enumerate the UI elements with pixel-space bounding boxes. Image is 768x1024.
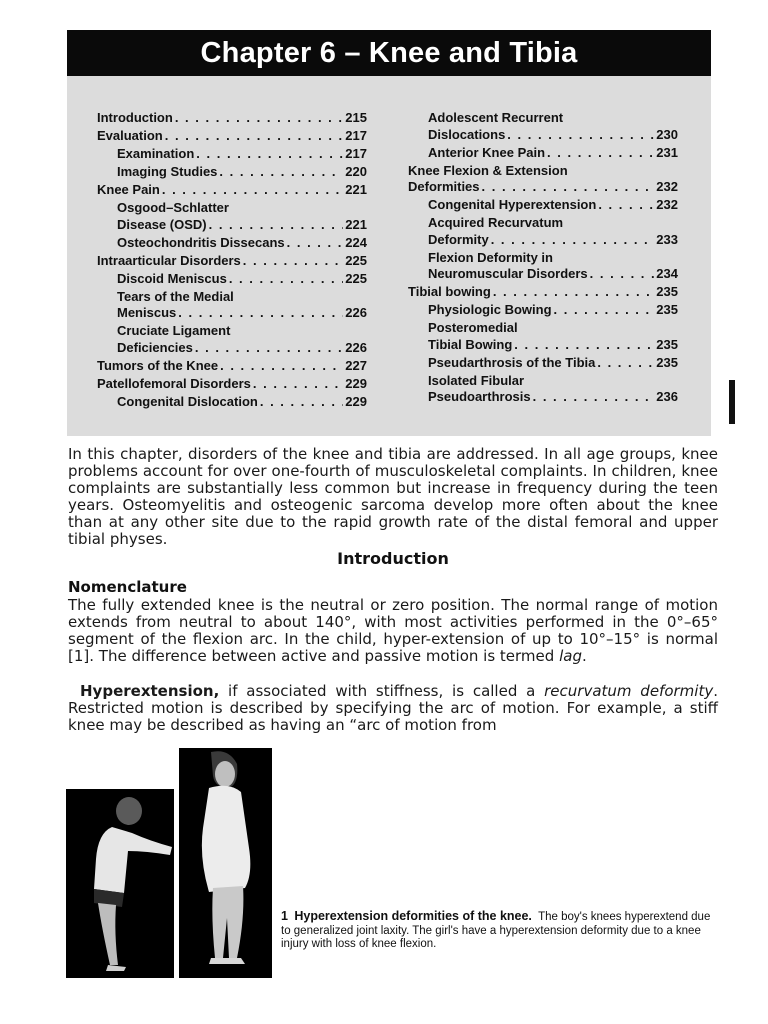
toc-entry-title: Introduction [97,110,173,125]
toc-entry [97,289,367,322]
toc-leader-dots [196,146,343,163]
toc-entry-title: Tears of the Medial [117,288,234,304]
figure-number: 1 [281,909,288,923]
toc-page-number: 231 [656,144,678,160]
toc-leader-dots [165,128,344,145]
toc-entry-title: Evaluation [97,128,163,143]
subsection-heading-nomenclature: Nomenclature [68,578,187,596]
toc-entry [97,358,367,375]
toc-page-number: 221 [345,216,367,232]
toc-page-number: 227 [345,357,367,373]
toc-page-number: 226 [345,305,367,320]
toc-leader-dots [220,358,343,375]
hyperextension-text-1: if associated with stiffness, is called a [219,682,545,700]
toc-entry [408,145,678,162]
section-heading-introduction: Introduction [337,549,449,568]
toc-entry-title-continued: Dislocations [428,126,506,142]
toc-entry [408,355,678,372]
girl-silhouette [179,748,272,978]
toc-page-number: 229 [345,393,367,409]
chapter-header [67,30,711,76]
boy-silhouette [66,789,174,978]
toc-entry-title-continued: Disease (OSD) [117,216,207,232]
toc-left-column [97,110,367,412]
toc-entry [408,197,678,214]
toc-page-number: 236 [656,389,678,404]
toc-leader-dots [243,253,344,270]
toc-entry [97,394,367,411]
toc-leader-dots [507,127,654,144]
toc-entry [408,373,678,406]
toc-page-number: 235 [656,354,678,370]
toc-entry-title: Knee Flexion & Extension [408,162,568,178]
toc-page-number: 235 [656,284,678,299]
toc-leader-dots [514,337,654,354]
toc-entry [408,215,678,248]
toc-page-number: 235 [656,336,678,352]
toc-leader-dots [533,389,655,406]
toc-entry-title: Patellofemoral Disorders [97,375,251,391]
toc-page-number: 215 [345,110,367,125]
toc-entry-title-continued: Neuromuscular Disorders [428,266,588,281]
figure-title: Hyperextension deformities of the knee. [294,909,532,923]
toc-leader-dots [482,179,655,196]
table-of-contents [67,76,711,436]
toc-entry-title: Cruciate Ligament [117,323,231,338]
toc-entry [97,323,367,356]
toc-entry [97,271,367,288]
toc-leader-dots [598,197,654,214]
toc-leader-dots [253,376,343,393]
toc-entry-title-continued: Deficiencies [117,339,193,355]
toc-page-number: 232 [656,197,678,212]
toc-page-number: 225 [345,270,367,286]
toc-entry-title: Imaging Studies [117,164,218,179]
hyperextension-paragraph [68,683,718,734]
toc-right-column [408,110,678,407]
figure-photo-girl [179,748,272,978]
toc-page-number: 230 [656,126,678,142]
toc-entry-title: Intraarticular Disorders [97,252,241,268]
toc-entry-title-continued: Tibial Bowing [428,336,513,352]
toc-entry-title: Posteromedial [428,320,518,335]
toc-leader-dots [554,302,655,319]
toc-page-number: 221 [345,182,367,197]
toc-entry-title-continued: Pseudoarthrosis [428,389,531,404]
toc-entry [408,284,678,301]
toc-page-number: 226 [345,339,367,355]
toc-entry-title-continued: Meniscus [117,305,177,320]
toc-entry-title: Congenital Hyperextension [428,197,597,212]
chapter-title: Chapter 6 – Knee and Tibia [200,36,578,69]
toc-leader-dots [219,164,343,181]
toc-leader-dots [162,182,343,199]
toc-entry [408,302,678,319]
toc-leader-dots [209,217,344,234]
toc-page-number: 224 [345,234,367,250]
toc-entry [408,110,678,143]
toc-entry [408,163,678,196]
toc-page-number: 233 [656,231,678,247]
nomenclature-paragraph [68,597,718,665]
toc-entry-title: Tumors of the Knee [97,357,219,373]
chapter-edge-marker [729,380,735,424]
toc-entry [97,376,367,393]
toc-entry-title-continued: Deformities [408,179,480,194]
toc-entry [97,253,367,270]
toc-leader-dots [195,340,343,357]
toc-entry-title: Isolated Fibular [428,372,525,388]
toc-entry-title: Acquired Recurvatum [428,215,564,230]
nomenclature-text: The fully extended knee is the neutral or zero position. The normal range of motion extends from neutral to about 140°, with most activities performed in the 0°–65° segment of the flexion arc. In the child, hyper-extension of up to 10°–15° is normal [1]. The difference between active and passive motion is termed [68,596,718,665]
toc-leader-dots [547,145,654,162]
toc-entry-title: Physiologic Bowing [428,302,552,317]
figure-text: The boy's knees hyperextend due to generalized joint laxity. The girl's have a hyperextension deformity due to a knee injury with loss of knee flexion. [281,911,711,950]
toc-entry-title: Knee Pain [97,182,160,197]
lag-term: lag [559,647,582,665]
toc-entry [97,235,367,252]
toc-entry [97,182,367,199]
toc-entry-title: Congenital Dislocation [117,393,258,409]
toc-entry-title: Osteochondritis Dissecans [117,234,285,250]
toc-entry [97,128,367,145]
toc-leader-dots [287,235,344,252]
toc-page-number: 229 [345,375,367,391]
toc-leader-dots [178,305,343,322]
toc-leader-dots [260,394,343,411]
toc-entry [97,200,367,233]
recurvatum-term: recurvatum deformity [544,682,714,700]
toc-entry-title: Tibial bowing [408,284,491,299]
hyperextension-text-2: . Restricted motion is described by specifying the arc of motion. For example, a stiff knee may be described as having an “arc of motion from [68,682,718,734]
toc-leader-dots [491,232,655,249]
toc-entry-title: Osgood–Schlatter [117,200,229,215]
toc-entry-title: Adolescent Recurrent [428,110,564,125]
toc-leader-dots [597,355,654,372]
figure-caption [281,910,711,952]
toc-page-number: 234 [656,266,678,281]
toc-entry-title-continued: Deformity [428,231,489,247]
figure-photo-boy [66,789,174,978]
toc-page-number: 217 [345,146,367,161]
nomenclature-end: . [581,647,587,665]
toc-leader-dots [590,266,655,283]
toc-page-number: 217 [345,128,367,143]
intro-paragraph: In this chapter, disorders of the knee and tibia are addressed. In all age groups, knee problems account for over one-fourth of musculoskeletal complaints. In children, knee complaints are substantially less common but increase in frequency during the teen years. Osteomyelitis and osteogenic sarcoma develop more often about the knee than at any other site due to the rapid growth rate of the distal femoral and upper tibial physes. [68,445,718,548]
toc-page-number: 232 [656,179,678,194]
toc-leader-dots [175,110,343,127]
toc-entry [97,146,367,163]
toc-page-number: 225 [345,252,367,268]
toc-entry-title: Discoid Meniscus [117,270,227,286]
toc-entry-title: Anterior Knee Pain [428,144,546,160]
toc-page-number: 235 [656,302,678,317]
toc-entry [408,320,678,353]
toc-entry-title: Flexion Deformity in [428,249,553,265]
toc-entry-title: Examination [117,146,195,161]
toc-entry-title: Pseudarthrosis of the Tibia [428,354,596,370]
toc-leader-dots [493,284,654,301]
toc-entry [408,250,678,283]
toc-entry [97,164,367,181]
toc-leader-dots [229,271,343,288]
toc-entry [97,110,367,127]
toc-page-number: 220 [345,164,367,179]
hyperextension-term: Hyperextension, [80,682,220,700]
